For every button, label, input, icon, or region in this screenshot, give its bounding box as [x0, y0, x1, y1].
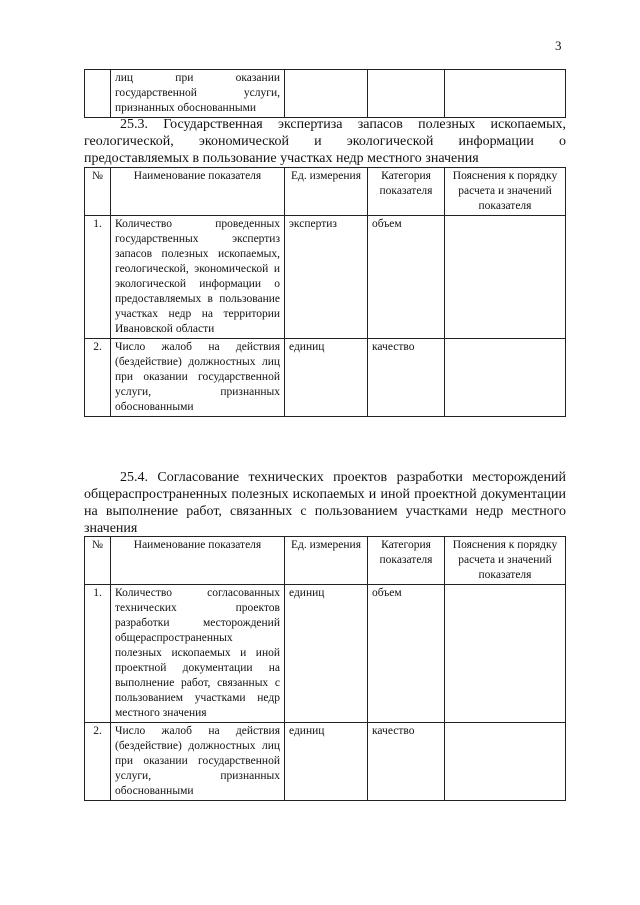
table-row [85, 339, 566, 417]
section-heading [84, 469, 566, 537]
table-header-row [85, 168, 566, 216]
table-cell [368, 70, 445, 118]
header-cell: Категория показателя [368, 537, 445, 585]
indicators-table [84, 167, 566, 417]
continued-table [84, 69, 566, 118]
table-cell: Число жалоб на действия (бездействие) должностных лиц при оказании государственной услуги, признанных обоснованными [111, 339, 285, 417]
table-cell: объем [368, 585, 445, 723]
header-cell: № [85, 537, 111, 585]
header-cell: Ед. измерения [285, 537, 368, 585]
table-cell: единиц [285, 339, 368, 417]
table-cell [445, 70, 566, 118]
section-heading [84, 116, 566, 167]
table-cell: объем [368, 216, 445, 339]
table-cell: единиц [285, 723, 368, 801]
table-cell: лиц при оказании государственной услуги, признанных обоснованными [111, 70, 285, 118]
table-cell: Количество согласованных технических проектов разработки месторождений общераспространенных полезных ископаемых и иной проектной документации на выполнение работ, связанных с пользованием участками недр местного значения [111, 585, 285, 723]
table-cell: 1. [85, 216, 111, 339]
table-cell: качество [368, 339, 445, 417]
header-cell: № [85, 168, 111, 216]
header-cell: Ед. измерения [285, 168, 368, 216]
table-cell: Количество проведенных государственных экспертиз запасов полезных ископаемых, геологической, экономической и экологической информации о предоставляемых в пользование участках недр на территории Ивановской области [111, 216, 285, 339]
table-cell: 2. [85, 723, 111, 801]
table-row [85, 70, 566, 118]
table-row [85, 216, 566, 339]
table-cell [445, 339, 566, 417]
table-cell: единиц [285, 585, 368, 723]
header-cell: Наименование показателя [111, 537, 285, 585]
table-row [85, 723, 566, 801]
table-cell: 2. [85, 339, 111, 417]
header-cell: Пояснения к порядку расчета и значений показателя [445, 537, 566, 585]
indicators-table [84, 536, 566, 801]
table-cell: качество [368, 723, 445, 801]
table-cell: экспертиз [285, 216, 368, 339]
table-cell [445, 216, 566, 339]
table-cell: Число жалоб на действия (бездействие) должностных лиц при оказании государственной услуги, признанных обоснованными [111, 723, 285, 801]
table-cell [285, 70, 368, 118]
section-heading-text: 25.4. Согласование технических проектов разработки месторождений общераспространенных полезных ископаемых и иной проектной документации на выполнение работ, связанных с пользованием участками недр местного значения [84, 470, 566, 536]
table-cell [445, 723, 566, 801]
table-header-row [85, 537, 566, 585]
table-cell [445, 585, 566, 723]
header-cell: Категория показателя [368, 168, 445, 216]
header-cell: Пояснения к порядку расчета и значений показателя [445, 168, 566, 216]
page-number: 3 [555, 38, 562, 53]
table-cell [85, 70, 111, 118]
section-heading-text: 25.3. Государственная экспертиза запасов полезных ископаемых, геологической, экономической и экологической информации о предоставляемых в пользование участках недр местного значения [84, 117, 566, 166]
table-cell: 1. [85, 585, 111, 723]
header-cell: Наименование показателя [111, 168, 285, 216]
table-row [85, 585, 566, 723]
